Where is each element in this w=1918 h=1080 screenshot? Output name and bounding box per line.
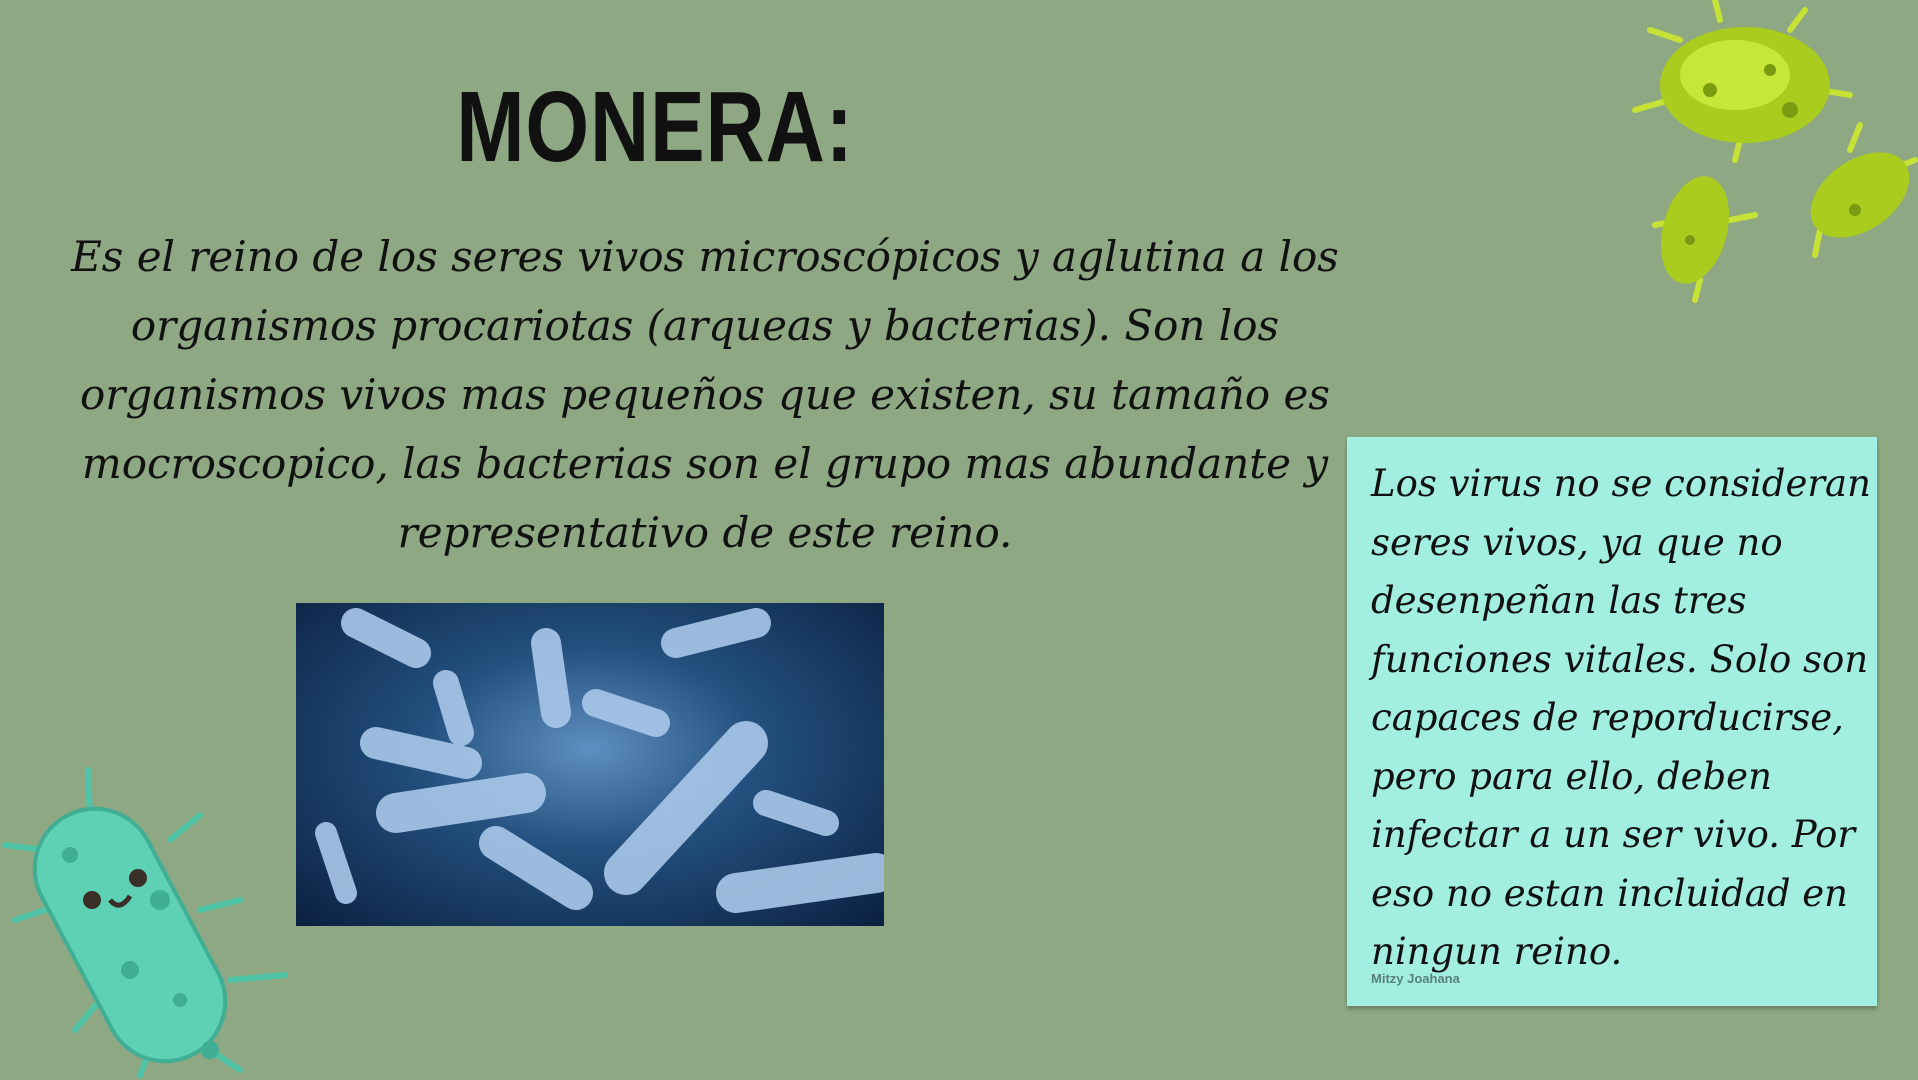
smiling-bacterium-icon [0, 760, 300, 1080]
slide-title: MONERA: [456, 71, 854, 183]
bacteria-photo [296, 603, 884, 926]
note-text: Los virus no se consideran seres vivos, ya que no desenpeñan las tres funciones vitales. Solo son capaces de reporducirse, pero para ello, deben infectar a un ser vivo. Por eso no estan incluidad en ningun reino. [1371, 462, 1871, 973]
slide-paragraph: Es el reino de los seres vivos microscópicos y aglutina a los organismos procariotas (arqueas y bacterias). Son los organismos vivos mas pequeños que existen, su tamaño es mocroscopico, las bacterias son el grupo mas abundante y representativo de este reino. [71, 232, 1339, 557]
green-germs-icon [1620, 0, 1918, 310]
virus-note [1347, 437, 1877, 1006]
note-author: Mitzy Joahana [1371, 971, 1460, 986]
